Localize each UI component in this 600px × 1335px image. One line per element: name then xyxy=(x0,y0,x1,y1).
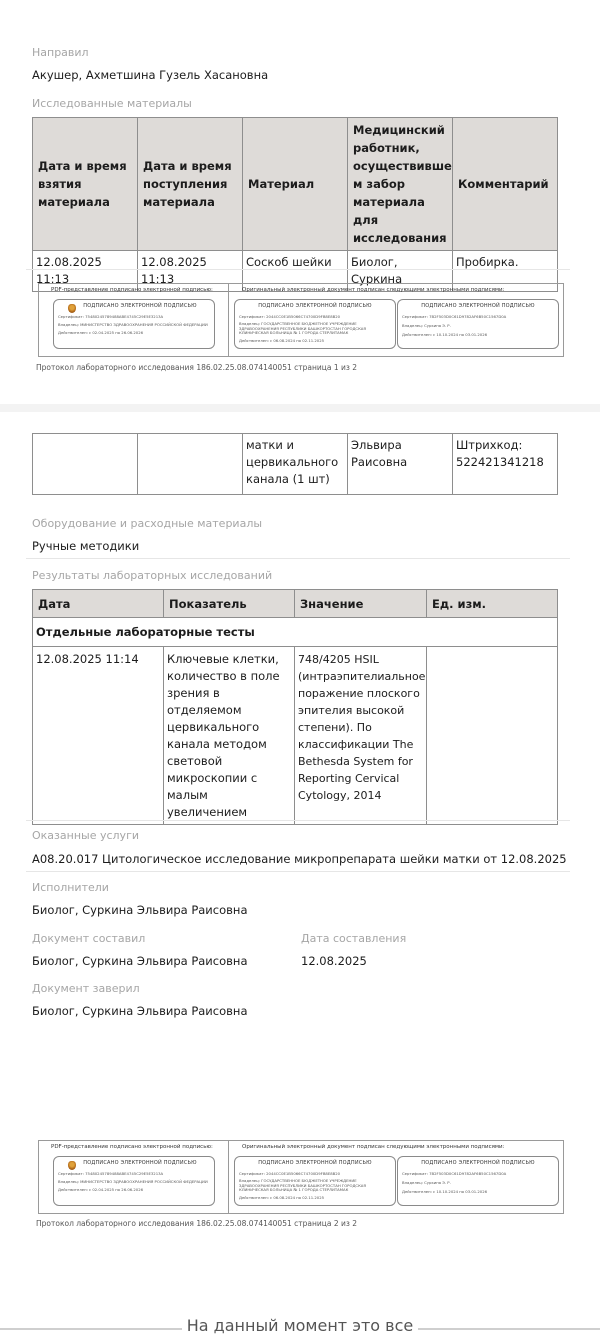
table-row xyxy=(33,647,558,825)
cell-material: Соскоб шейки xyxy=(243,251,348,292)
divider xyxy=(26,269,570,270)
referral-label: Направил xyxy=(32,46,89,59)
signature-stamp-biologist xyxy=(397,1156,559,1206)
cell-collection-datetime xyxy=(33,434,138,495)
signature-stamp-ministry xyxy=(53,1156,215,1206)
composed-date-label: Дата составления xyxy=(301,932,407,945)
col-header-comment: Комментарий xyxy=(453,118,558,251)
stamp-owner: Владелец: МИНИСТЕРСТВО ЗДРАВООХРАНЕНИЯ РОССИЙСКОЙ ФЕДЕРАЦИИ xyxy=(58,322,208,327)
results-label: Результаты лабораторных исследований xyxy=(32,569,273,582)
col-header-collection-datetime: Дата и время взятия материала xyxy=(33,118,138,251)
stamp-validity: Действителен: с 10.10.2024 по 03.01.2026 xyxy=(402,1189,488,1194)
protocol-footer-page-2: Протокол лабораторного исследования 186.02.25.08.074140051 страница 2 из 2 xyxy=(36,1219,358,1228)
group-title: Отдельные лабораторные тесты xyxy=(33,618,558,647)
col-header-value: Значение xyxy=(295,590,427,618)
signature-stamp-biologist xyxy=(397,299,559,349)
stamp-title: ПОДПИСАНО ЭЛЕКТРОННОЙ ПОДПИСЬЮ xyxy=(421,1160,535,1166)
stamp-validity: Действителен: с 02.04.2025 по 26.06.2026 xyxy=(58,330,144,335)
results-group-row xyxy=(33,618,558,647)
table-row xyxy=(33,434,558,495)
stamp-validity: Действителен: с 06.08.2024 по 02.11.2025 xyxy=(239,338,325,343)
divider xyxy=(26,558,570,559)
stamp-owner: Владелец: Суркина Э. Р. xyxy=(402,323,451,328)
cell-comment: Штрихкод: 522421341218 xyxy=(453,434,558,495)
stamp-owner: Владелец: ГОСУДАРСТВЕННОЕ БЮДЖЕТНОЕ УЧРЕЖДЕНИЕ ЗДРАВООХРАНЕНИЯ РЕСПУБЛИКИ БАШКОРТОСТАН ГОРОДСКАЯ КЛИНИЧЕСКАЯ БОЛЬНИЦА № 1 ГОРОДА СТЕРЛИТАМАК xyxy=(239,1179,367,1192)
composed-date-value: 12.08.2025 xyxy=(301,954,367,968)
referral-value: Акушер, Ахметшина Гузель Хасановна xyxy=(32,68,269,82)
stamp-owner: Владелец: МИНИСТЕРСТВО ЗДРАВООХРАНЕНИЯ РОССИЙСКОЙ ФЕДЕРАЦИИ xyxy=(58,1179,208,1184)
stamp-certificate: Сертификат: 7B2F503D0C61D9782AF6B50C1567D0A xyxy=(402,314,507,319)
pdf-signature-heading: PDF-представление подписано электронной подписью: xyxy=(51,287,213,293)
coat-of-arms-icon xyxy=(68,304,76,313)
stamp-title: ПОДПИСАНО ЭЛЕКТРОННОЙ ПОДПИСЬЮ xyxy=(258,1160,372,1166)
cell-value: 748/4205 HSIL (интраэпителиальное поражение плоского эпителия высокой степени). По классификации The Bethesda System for Reporting Cervical Cytology, 2014 xyxy=(295,647,427,825)
cell-date: 12.08.2025 11:14 xyxy=(33,647,164,825)
performers-label: Исполнители xyxy=(32,881,109,894)
equipment-value: Ручные методики xyxy=(32,539,140,553)
col-header-receipt-datetime: Дата и время поступления материала xyxy=(138,118,243,251)
col-header-indicator: Показатель xyxy=(164,590,295,618)
cell-collection-datetime: 12.08.2025 11:13 xyxy=(33,251,138,292)
signature-divider xyxy=(228,1141,229,1213)
original-signature-heading: Оригинальный электронный документ подписан следующими электронными подписями: xyxy=(242,287,505,293)
signature-stamp-hospital xyxy=(234,1156,396,1206)
stamp-certificate: Сертификат: 75480245789488ABE4745C29E5E3213A xyxy=(58,314,164,319)
stamp-certificate: Сертификат: 2044CC0E1B5066C74700D9FB8E8B20 xyxy=(239,1171,341,1176)
signature-divider xyxy=(228,284,229,356)
cell-unit xyxy=(427,647,558,825)
stamp-owner: Владелец: ГОСУДАРСТВЕННОЕ БЮДЖЕТНОЕ УЧРЕЖДЕНИЕ ЗДРАВООХРАНЕНИЯ РЕСПУБЛИКИ БАШКОРТОСТАН ГОРОДСКАЯ КЛИНИЧЕСКАЯ БОЛЬНИЦА № 1 ГОРОДА СТЕРЛИТАМАК xyxy=(239,322,367,335)
col-header-unit: Ед. изм. xyxy=(427,590,558,618)
protocol-footer-page-1: Протокол лабораторного исследования 186.02.25.08.074140051 страница 1 из 2 xyxy=(36,363,358,372)
stamp-title: ПОДПИСАНО ЭЛЕКТРОННОЙ ПОДПИСЬЮ xyxy=(83,1160,197,1166)
signature-stamp-hospital xyxy=(234,299,396,349)
stamp-owner: Владелец: Суркина Э. Р. xyxy=(402,1180,451,1185)
certified-by-label: Документ заверил xyxy=(32,982,140,995)
cell-material: матки и цервикального канала (1 шт) xyxy=(243,434,348,495)
results-header-row xyxy=(33,590,558,618)
materials-header-row xyxy=(33,118,558,251)
divider xyxy=(26,820,570,821)
composed-by-value: Биолог, Суркина Эльвира Раисовна xyxy=(32,954,248,968)
materials-table xyxy=(32,117,558,292)
composed-by-label: Документ составил xyxy=(32,932,146,945)
col-header-date: Дата xyxy=(33,590,164,618)
certified-by-value: Биолог, Суркина Эльвира Раисовна xyxy=(32,1004,248,1018)
col-header-material: Материал xyxy=(243,118,348,251)
cell-medical-worker: Эльвира Раисовна xyxy=(348,434,453,495)
stamp-certificate: Сертификат: 7B2F503D0C61D9782AF6B50C1567D0A xyxy=(402,1171,507,1176)
signature-stamp-ministry xyxy=(53,299,215,349)
cell-receipt-datetime: 12.08.2025 11:13 xyxy=(138,251,243,292)
coat-of-arms-icon xyxy=(68,1161,76,1170)
cell-indicator: Ключевые клетки, количество в поле зрения в отделяемом цервикального канала методом световой микроскопии с малым увеличением xyxy=(164,647,295,825)
page-separator xyxy=(0,404,600,412)
signature-frame-page-2 xyxy=(38,1140,564,1214)
materials-label: Исследованные материалы xyxy=(32,97,192,110)
equipment-label: Оборудование и расходные материалы xyxy=(32,517,263,530)
stamp-title: ПОДПИСАНО ЭЛЕКТРОННОЙ ПОДПИСЬЮ xyxy=(258,303,372,309)
col-header-medical-worker: Медицинский работник, осуществивше м забор материала для исследования xyxy=(348,118,453,251)
divider xyxy=(26,871,570,872)
stamp-validity: Действителен: с 02.04.2025 по 26.06.2026 xyxy=(58,1187,144,1192)
stamp-validity: Действителен: с 10.10.2024 по 03.01.2026 xyxy=(402,332,488,337)
end-of-content-note: На данный момент это все xyxy=(186,1316,414,1335)
pdf-signature-heading: PDF-представление подписано электронной подписью: xyxy=(51,1144,213,1150)
materials-table-continued xyxy=(32,433,558,495)
stamp-certificate: Сертификат: 75480245789488ABE4745C29E5E3213A xyxy=(58,1171,164,1176)
original-signature-heading: Оригинальный электронный документ подписан следующими электронными подписями: xyxy=(242,1144,505,1150)
cell-comment: Пробирка. xyxy=(453,251,558,292)
stamp-certificate: Сертификат: 2044CC0E1B5066C74700D9FB8E8B20 xyxy=(239,314,341,319)
services-label: Оказанные услуги xyxy=(32,829,139,842)
stamp-title: ПОДПИСАНО ЭЛЕКТРОННОЙ ПОДПИСЬЮ xyxy=(83,303,197,309)
stamp-title: ПОДПИСАНО ЭЛЕКТРОННОЙ ПОДПИСЬЮ xyxy=(421,303,535,309)
stamp-validity: Действителен: с 06.08.2024 по 02.11.2025 xyxy=(239,1195,325,1200)
cell-receipt-datetime xyxy=(138,434,243,495)
signature-frame-page-1 xyxy=(38,283,564,357)
performers-value: Биолог, Суркина Эльвира Раисовна xyxy=(32,903,248,917)
results-table xyxy=(32,589,558,825)
cell-medical-worker: Биолог, Суркина xyxy=(348,251,453,292)
services-value: A08.20.017 Цитологическое исследование микропрепарата шейки матки от 12.08.2025 xyxy=(32,852,567,866)
